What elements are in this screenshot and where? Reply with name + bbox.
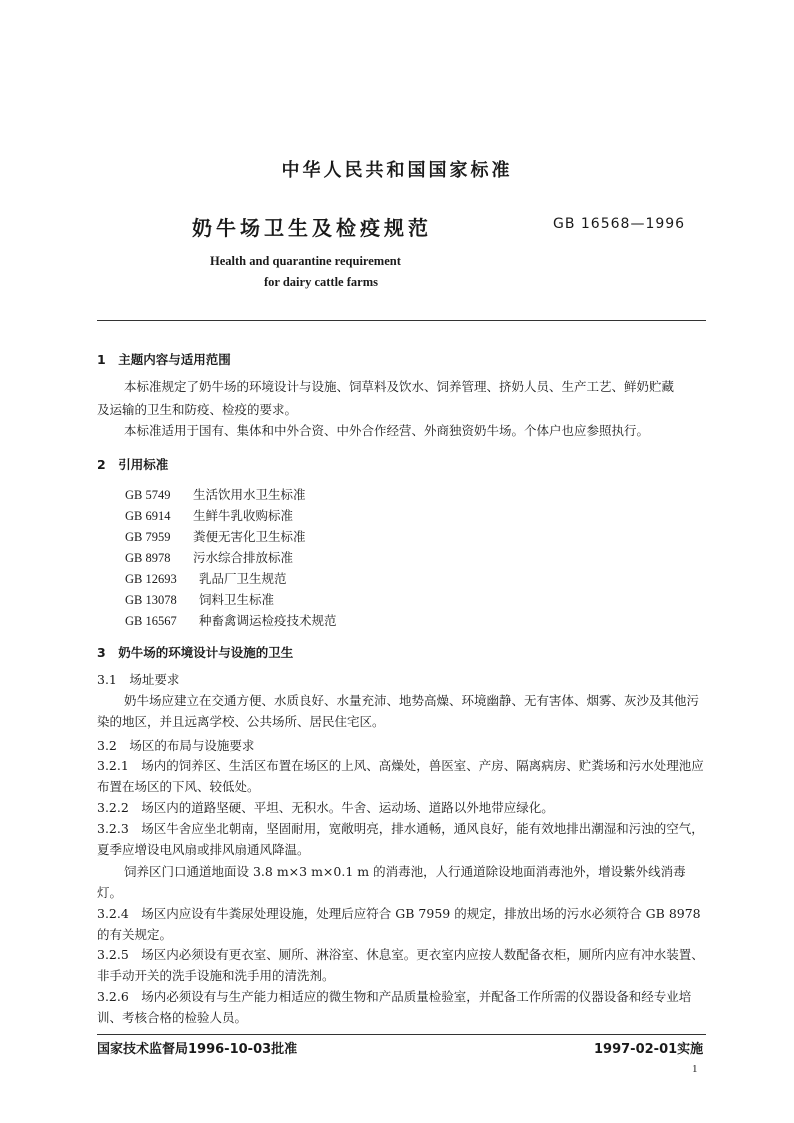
reference-name: 粪便无害化卫生标准 (193, 529, 306, 544)
national-standard-label: 中华人民共和国国家标准 (281, 160, 513, 181)
reference-name: 污水综合排放标准 (193, 550, 294, 565)
section-2-heading: 2 引用标准 (97, 457, 169, 472)
clause-3-2-2: 3.2.2 场区内的道路坚硬、平坦、无积水。牛舍、运动场、道路以外地带应绿化。 (97, 800, 554, 815)
footer-divider (97, 1034, 706, 1035)
reference-item (125, 485, 306, 503)
reference-code: GB 13078 (125, 593, 177, 607)
reference-name: 生鲜牛乳收购标准 (193, 508, 294, 523)
reference-code: GB 8978 (125, 551, 171, 565)
effective-date: 1997-02-01实施 (594, 1042, 704, 1057)
standard-code: GB 16568—1996 (553, 216, 686, 232)
english-title-line1: Health and quarantine requirement (210, 254, 401, 268)
clause-3-2-4: 3.2.4 场区内应设有牛粪尿处理设施，处理后应符合 GB 7959 的规定，排放出场的污水必须符合 GB 8978的有关规定。 (97, 906, 701, 942)
clause-3-2-3-extra: 饲养区门口通道地面设 3.8 m×3 m×0.1 m 的消毒池，人行通道除设地面消毒池外，增设紫外线消毒灯。 (97, 864, 686, 900)
header-divider (97, 320, 706, 321)
section-1-para1-line2: 及运输的卫生和防疫、检疫的要求。 (97, 402, 298, 417)
reference-code: GB 12693 (125, 572, 177, 586)
reference-code: GB 7959 (125, 530, 171, 544)
section-1-heading: 1 主题内容与适用范围 (97, 352, 231, 367)
reference-item (125, 590, 274, 608)
section-1-para2: 本标准适用于国有、集体和中外合资、中外合作经营、外商独资奶牛场。个体户也应参照执行。 (124, 423, 650, 438)
clause-3-1-title: 3.1 场址要求 (97, 672, 180, 687)
reference-item (125, 548, 293, 566)
section-3-heading: 3 奶牛场的环境设计与设施的卫生 (97, 645, 294, 660)
english-title-line2: for dairy cattle farms (264, 275, 378, 289)
clause-3-2-title: 3.2 场区的布局与设施要求 (97, 738, 255, 753)
clause-3-2-6: 3.2.6 场内必须设有与生产能力相适应的微生物和产品质量检验室，并配备工作所需的仪器设备和经专业培训、考核合格的检验人员。 (97, 989, 692, 1025)
reference-item (125, 569, 287, 587)
clause-3-2-1: 3.2.1 场内的饲养区、生活区布置在场区的上风、高燥处，兽医室、产房、隔离病房、贮粪场和污水处理池应布置在场区的下风、较低处。 (97, 758, 704, 794)
clause-3-2-5: 3.2.5 场区内必须设有更衣室、厕所、淋浴室、休息室。更衣室内应按人数配备衣柜，厕所内应有冲水装置、非手动开关的洗手设施和洗手用的清洗剂。 (97, 947, 704, 983)
reference-item (125, 527, 306, 545)
reference-item (125, 506, 293, 524)
document-title: 奶牛场卫生及检疫规范 (192, 216, 432, 240)
approval-info: 国家技术监督局1996-10-03批准 (97, 1042, 298, 1057)
reference-code: GB 6914 (125, 509, 171, 523)
reference-name: 乳品厂卫生规范 (199, 571, 287, 586)
reference-name: 饲料卫生标准 (199, 592, 275, 607)
reference-name: 种畜禽调运检疫技术规范 (199, 613, 337, 628)
page-number: 1 (692, 1063, 698, 1075)
reference-code: GB 5749 (125, 488, 171, 502)
reference-code: GB 16567 (125, 614, 177, 628)
clause-3-1-text: 奶牛场应建立在交通方便、水质良好、水量充沛、地势高燥、环境幽静、无有害体、烟雾、灰沙及其他污染的地区，并且远离学校、公共场所、居民住宅区。 (97, 693, 700, 729)
section-1-para1-line1: 本标准规定了奶牛场的环境设计与设施、饲草料及饮水、饲养管理、挤奶人员、生产工艺、鲜奶贮藏 (124, 379, 675, 394)
reference-item (125, 611, 337, 629)
clause-3-2-3: 3.2.3 场区牛舍应坐北朝南，坚固耐用，宽敞明亮，排水通畅，通风良好，能有效地排出潮湿和污浊的空气，夏季应增设电风扇或排风扇通风降温。 (97, 821, 704, 857)
reference-name: 生活饮用水卫生标准 (193, 487, 306, 502)
